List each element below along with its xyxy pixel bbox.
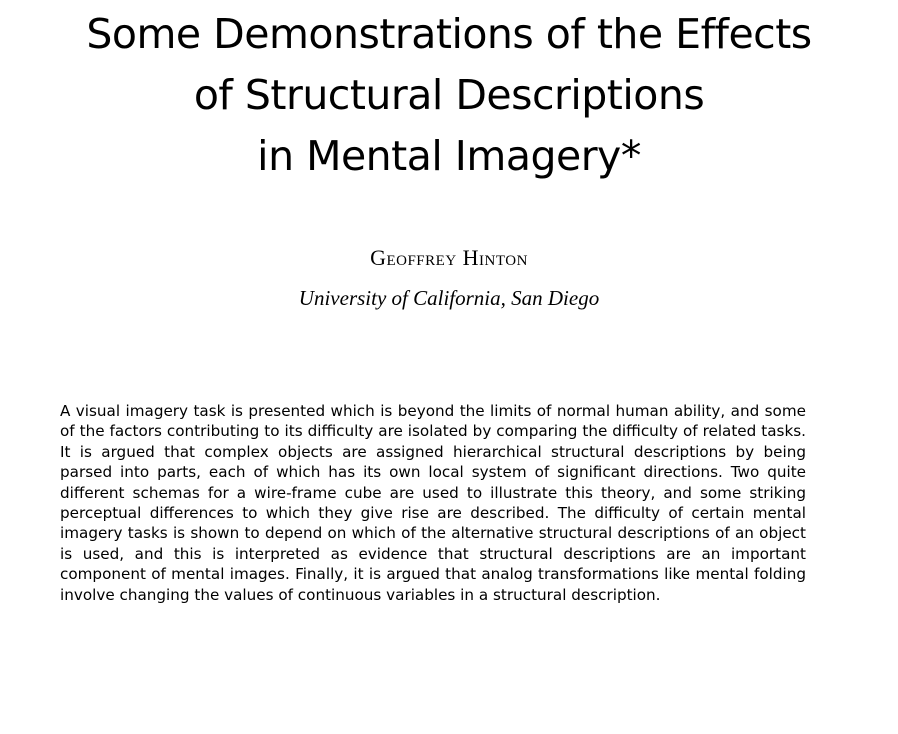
title-line: of Structural Descriptions: [193, 71, 705, 119]
title-line: Some Demonstrations of the Effects: [86, 10, 812, 58]
paper-title: [0, 4, 898, 187]
abstract-text: A visual imagery task is presented which is beyond the limits of normal human ability, and some of the factors contributing to its difficulty are isolated by comparing the difficulty of related tasks. It is argued that complex objects are assigned hierarchical structural descriptions by being parsed into parts, each of which has its own local system of significant directions. Two quite different schemas for a wire-frame cube are used to illustrate this theory, and some striking perceptual differences to which they give rise are described. The difficulty of certain mental imagery tasks is shown to depend on which of the alternative structural descriptions of an object is used, and this is interpreted as evidence that structural descriptions are an important component of mental images. Finally, it is argued that analog transformations like mental folding involve changing the values of continuous variables in a structural description.: [60, 402, 806, 604]
author-affiliation: University of California, San Diego: [298, 286, 600, 310]
title-line: in Mental Imagery*: [257, 132, 641, 180]
author-name: Geoffrey Hinton: [370, 245, 528, 270]
